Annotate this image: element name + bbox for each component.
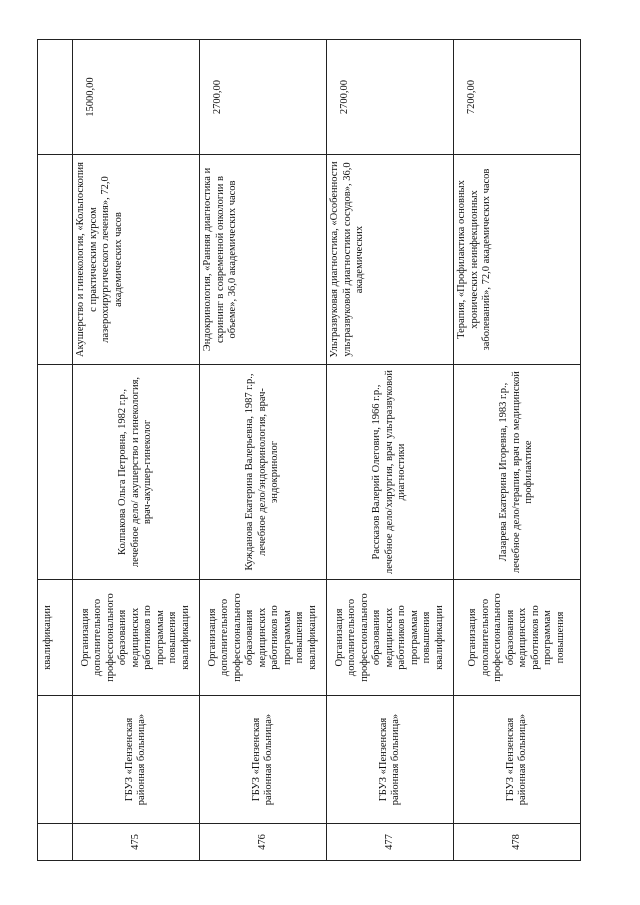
table-row xyxy=(200,40,327,861)
cell-program: Организация дополнительного профессионального образования медицинских работников по программам повышения квалификации xyxy=(200,580,327,696)
cell-num: 475 xyxy=(73,824,200,861)
cell-num: 478 xyxy=(454,824,581,861)
cell-num: 476 xyxy=(200,824,327,861)
cell-program: Организация дополнительного профессионального образования медицинских работников по программам повышения квалификации xyxy=(73,580,200,696)
cell-course: Акушерство и гинекология, «Кольпоскопия с практическим курсом лазерохирургического лечения», 72,0 академических часов xyxy=(73,155,200,365)
rotated-table xyxy=(37,40,566,861)
cell-num: 477 xyxy=(327,824,454,861)
cell-person: Кужданова Екатерина Валерьевна, 1987 г.р., лечебное дело/эндокринология, врач-эндокринолог xyxy=(200,365,327,580)
table-row-continuation xyxy=(38,40,73,861)
cell-course xyxy=(38,155,73,365)
cell-org: ГБУЗ «Пензенская районная больница» xyxy=(454,696,581,824)
cell-cost xyxy=(38,40,73,155)
table-row xyxy=(454,40,581,861)
cell-course: Ультразвуковая диагностика, «Особенности ультразвуковой диагностики сосудов», 36,0 академических xyxy=(327,155,454,365)
data-table xyxy=(37,39,581,861)
table-row xyxy=(73,40,200,861)
cell-cost: 7200,00 xyxy=(454,40,581,155)
rotated-table-frame xyxy=(37,40,566,861)
table-row xyxy=(327,40,454,861)
cell-org xyxy=(38,696,73,824)
cell-org: ГБУЗ «Пензенская районная больница» xyxy=(327,696,454,824)
cell-cost: 15000,00 xyxy=(73,40,200,155)
cell-person: Колпакова Ольга Петровна, 1982 г.р., лечебное дело/ акушерство и гинекология, врач-акушер-гинеколог xyxy=(73,365,200,580)
cell-program: квалификации xyxy=(38,580,73,696)
cell-program: Организация дополнительного профессионального образования медицинских работников по программам повышения xyxy=(454,580,581,696)
cell-program: Организация дополнительного профессионального образования медицинских работников по программам повышения квалификации xyxy=(327,580,454,696)
cell-cost: 2700,00 xyxy=(200,40,327,155)
cell-num xyxy=(38,824,73,861)
cell-course: Терапия, «Профилактика основных хронических неинфекционных заболеваний», 72,0 академических часов xyxy=(454,155,581,365)
cell-course: Эндокринология, «Ранняя диагностика и скрининг в современной онкологии в объеме», 36,0 академических часов xyxy=(200,155,327,365)
cell-person: Рассказов Валерий Олегович, 1966 г.р., лечебное дело/хирургия, врач ультразвуковой диагностики xyxy=(327,365,454,580)
cell-person: Лазарева Екатерина Игоревна, 1983 г.р., лечебное дело/терапия, врач по медицинской профилактике xyxy=(454,365,581,580)
cell-org: ГБУЗ «Пензенская районная больница» xyxy=(73,696,200,824)
cell-person xyxy=(38,365,73,580)
cell-cost: 2700,00 xyxy=(327,40,454,155)
cell-org: ГБУЗ «Пензенская районная больница» xyxy=(200,696,327,824)
